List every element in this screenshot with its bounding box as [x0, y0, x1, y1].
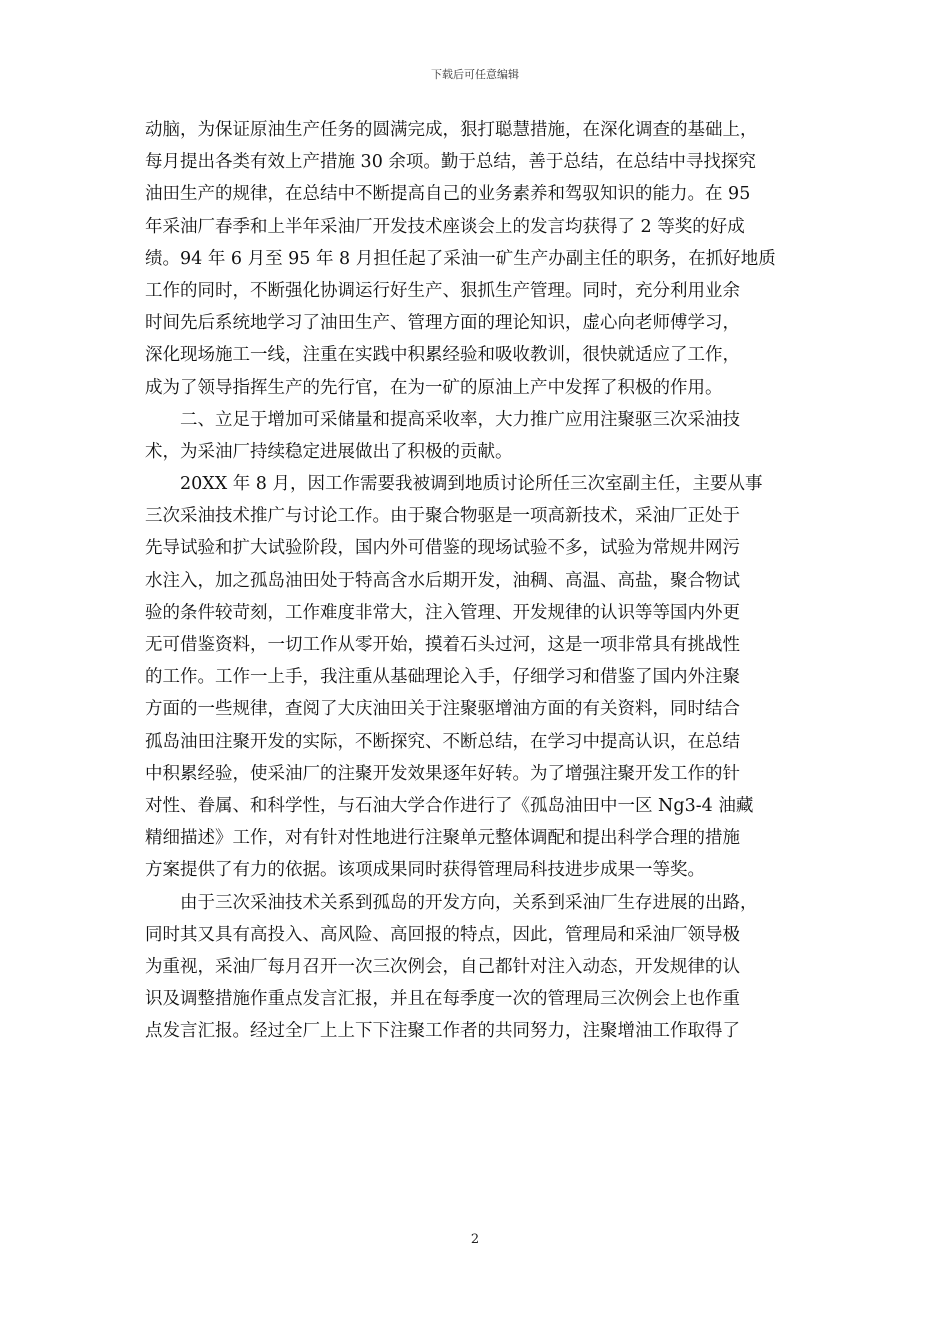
text-line: 验的条件较苛刻，工作难度非常大，注入管理、开发规律的认识等等国内外更	[145, 602, 740, 623]
text-line: 中积累经验，使采油厂的注聚开发效果逐年好转。为了增强注聚开发工作的针	[145, 763, 740, 784]
text-line: 动脑，为保证原油生产任务的圆满完成，狠打聪慧措施，在深化调查的基础上，	[145, 120, 758, 140]
text-line: 术，为采油厂持续稳定进展做出了积极的贡献。	[145, 441, 513, 462]
text-line: 每月提出各类有效上产措施 30 余项。勤于总结，善于总结，在总结中寻找探究	[145, 152, 756, 173]
text-line: 孤岛油田注聚开发的实际，不断探究、不断总结，在学习中提高认识，在总结	[145, 731, 740, 752]
text-line: 方案提供了有力的依据。该项成果同时获得管理局科技进步成果一等奖。	[145, 860, 705, 881]
text-line: 精细描述》工作，对有针对性地进行注聚单元整体调配和提出科学合理的措施	[145, 828, 740, 849]
page-header: 下载后可任意编辑	[431, 68, 519, 81]
text-line: 三次采油技术推广与讨论工作。由于聚合物驱是一项高新技术，采油厂正处于	[145, 506, 740, 527]
body-text	[145, 114, 807, 1047]
text-line: 深化现场施工一线，注重在实践中积累经验和吸收教训，很快就适应了工作，	[145, 345, 740, 366]
page-number: 2	[470, 1232, 480, 1247]
text-line: 成为了领导指挥生产的先行官，在为一矿的原油上产中发挥了积极的作用。	[145, 377, 723, 398]
text-line: 20XX 年 8 月，因工作需要我被调到地质讨论所任三次室副主任，主要从事	[145, 474, 763, 495]
text-line: 识及调整措施作重点发言汇报，并且在每季度一次的管理局三次例会上也作重	[145, 989, 740, 1010]
text-line: 对性、眷属、和科学性，与石油大学合作进行了《孤岛油田中一区 Ng3-4 油藏	[145, 795, 754, 816]
text-line: 为重视，采油厂每月召开一次三次例会，自己都针对注入动态，开发规律的认	[145, 956, 740, 977]
text-line: 水注入，加之孤岛油田处于特高含水后期开发，油稠、高温、高盐，聚合物试	[145, 570, 740, 591]
text-line: 的工作。工作一上手，我注重从基础理论入手，仔细学习和借鉴了国内外注聚	[145, 667, 740, 688]
text-line: 绩。94 年 6 月至 95 年 8 月担任起了采油一矿生产办副主任的职务，在抓好地质	[145, 248, 776, 269]
text-line: 工作的同时，不断强化协调运行好生产、狠抓生产管理。同时，充分利用业余	[145, 280, 740, 301]
text-line: 同时其又具有高投入、高风险、高回报的特点，因此，管理局和采油厂领导极	[145, 924, 740, 945]
text-line: 年采油厂春季和上半年采油厂开发技术座谈会上的发言均获得了 2 等奖的好成	[145, 216, 745, 237]
text-line: 点发言汇报。经过全厂上上下下注聚工作者的共同努力，注聚增油工作取得了	[145, 1021, 740, 1042]
text-line: 由于三次采油技术关系到孤岛的开发方向，关系到采油厂生存进展的出路，	[145, 892, 758, 913]
text-line: 方面的一些规律，查阅了大庆油田关于注聚驱增油方面的有关资料，同时结合	[145, 699, 740, 720]
text-line: 二、立足于增加可采储量和提高采收率，大力推广应用注聚驱三次采油技	[145, 409, 740, 430]
text-line: 油田生产的规律，在总结中不断提高自己的业务素养和驾驭知识的能力。在 95	[145, 184, 751, 205]
text-line: 先导试验和扩大试验阶段，国内外可借鉴的现场试验不多，试验为常规井网污	[145, 538, 740, 559]
text-line: 无可借鉴资料，一切工作从零开始，摸着石头过河，这是一项非常具有挑战性	[145, 635, 740, 655]
text-line: 时间先后系统地学习了油田生产、管理方面的理论知识，虚心向老师傅学习，	[145, 313, 740, 334]
